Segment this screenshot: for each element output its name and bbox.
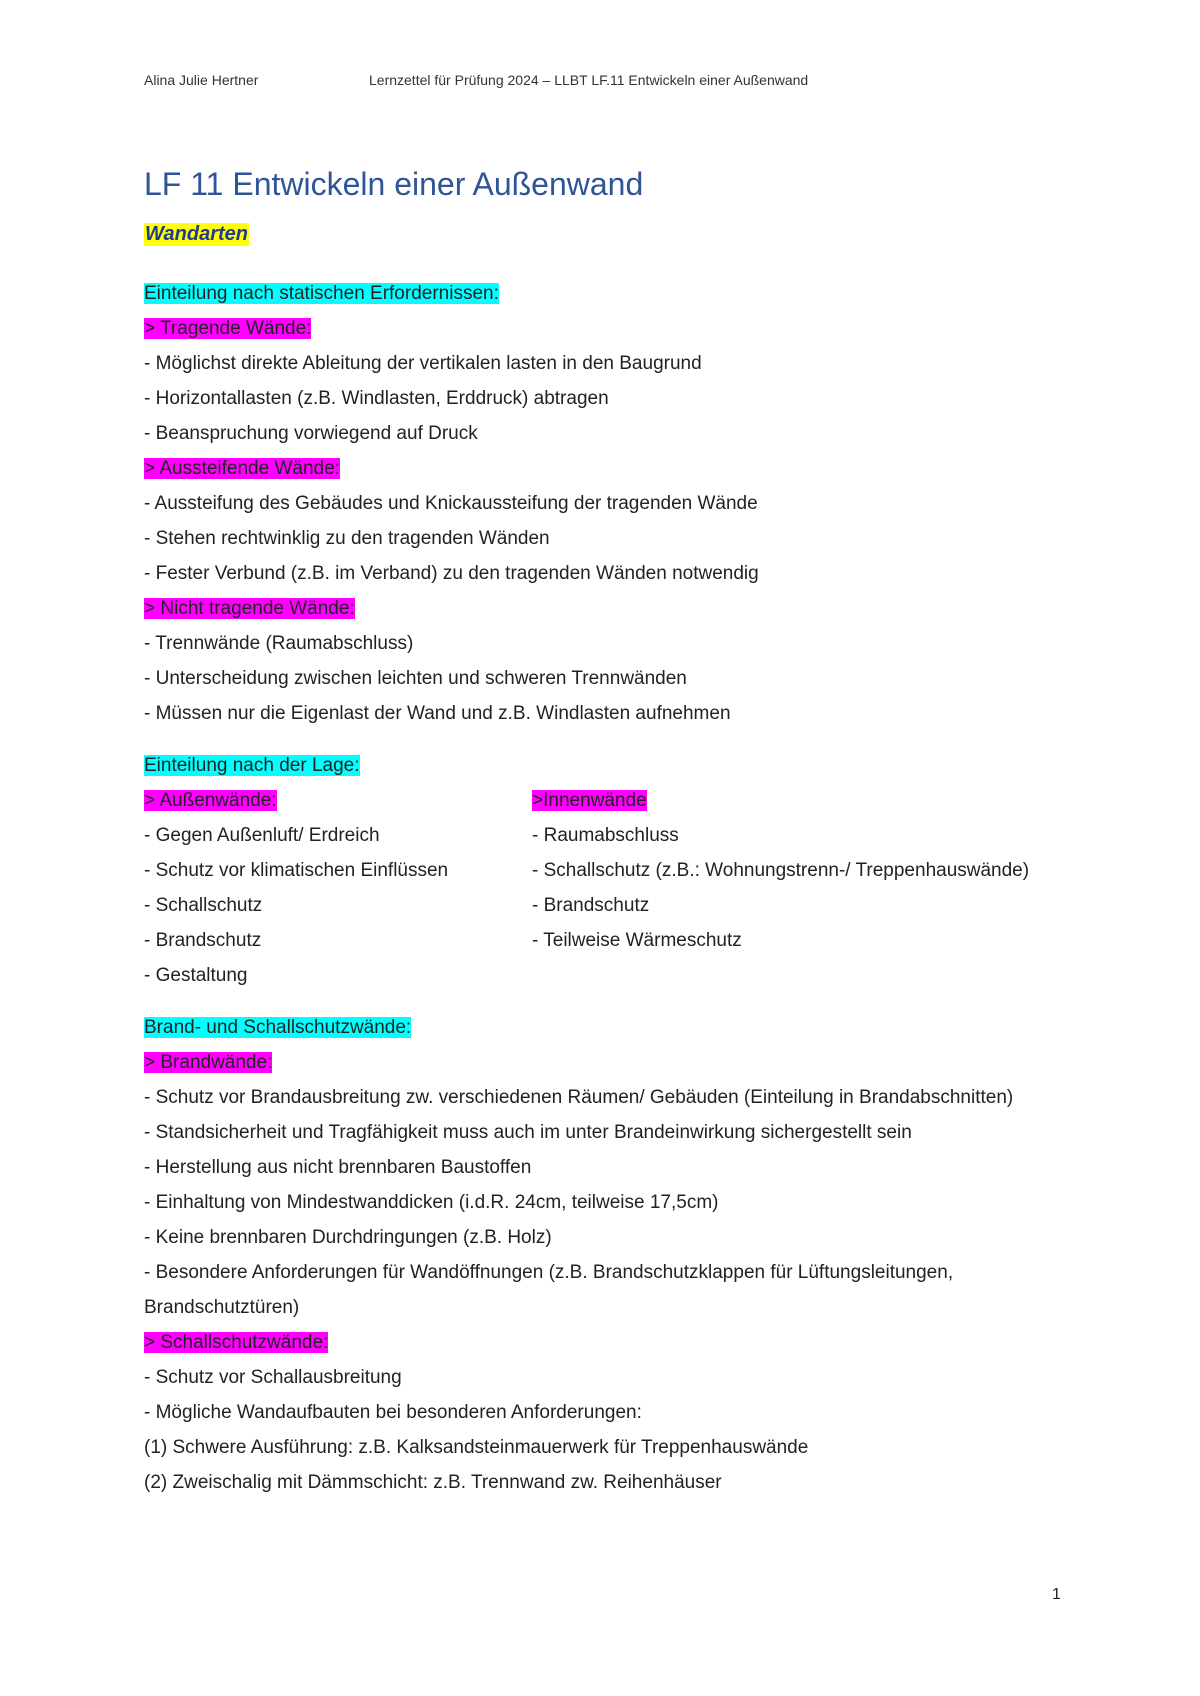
list-item: - Unterscheidung zwischen leichten und schweren Trennwänden [144, 668, 687, 689]
list-item: - Fester Verbund (z.B. im Verband) zu den tragenden Wänden notwendig [144, 563, 759, 584]
list-item: - Beanspruchung vorwiegend auf Druck [144, 423, 478, 444]
list-item: - Stehen rechtwinklig zu den tragenden Wänden [144, 528, 550, 549]
list-item: - Möglichst direkte Ableitung der vertikalen lasten in den Baugrund [144, 353, 702, 374]
aussenwaende-column [144, 783, 532, 993]
page-number: 1 [1052, 1586, 1061, 1603]
list-item: - Einhaltung von Mindestwanddicken (i.d.R. 24cm, teilweise 17,5cm) [144, 1192, 719, 1213]
list-item: - Standsicherheit und Tragfähigkeit muss auch im unter Brandeinwirkung sichergestellt sein [144, 1122, 912, 1143]
header-title: Lernzettel für Prüfung 2024 – LLBT LF.11 Entwickeln einer Außenwand [369, 72, 809, 88]
header-author: Alina Julie Hertner [144, 72, 259, 88]
section-lage [144, 748, 1074, 783]
lage-columns [144, 783, 1074, 993]
list-item: - Gestaltung [144, 965, 248, 986]
list-item: - Brandschutz [532, 895, 650, 916]
list-item: (1) Schwere Ausführung: z.B. Kalksandsteinmauerwerk für Treppenhauswände [144, 1437, 809, 1458]
subheading-tragende-waende: > Tragende Wände: [144, 318, 312, 339]
document-body [144, 276, 1074, 1500]
list-item: - Schallschutz [144, 895, 263, 916]
subheading-schallschutzwaende: > Schallschutzwände: [144, 1332, 329, 1353]
section-brand-schall [144, 1010, 1074, 1045]
list-item: - Aussteifung des Gebäudes und Knickaussteifung der tragenden Wände [144, 493, 758, 514]
list-item: (2) Zweischalig mit Dämmschicht: z.B. Trennwand zw. Reihenhäuser [144, 1472, 722, 1493]
list-item: - Raumabschluss [532, 825, 679, 846]
subheading-aussenwaende: > Außenwände: [144, 790, 277, 811]
list-item: - Teilweise Wärmeschutz [532, 930, 742, 951]
list-item: - Besondere Anforderungen für Wandöffnungen (z.B. Brandschutzklappen für Lüftungsleitungen, Brandschutztüren) [144, 1262, 954, 1318]
subheading-innenwaende: >Innenwände [532, 790, 647, 811]
list-item: - Schallschutz (z.B.: Wohnungstrenn-/ Treppenhauswände) [532, 860, 1030, 881]
innenwaende-column [532, 783, 1029, 993]
list-item: - Müssen nur die Eigenlast der Wand und z.B. Windlasten aufnehmen [144, 703, 731, 724]
list-item: - Brandschutz [144, 930, 262, 951]
list-item: - Schutz vor Schallausbreitung [144, 1367, 402, 1388]
section-heading: Einteilung nach der Lage: [144, 755, 360, 776]
subheading-aussteifende-waende: > Aussteifende Wände: [144, 458, 340, 479]
list-item: - Schutz vor klimatischen Einflüssen [144, 860, 449, 881]
list-item: - Herstellung aus nicht brennbaren Baustoffen [144, 1157, 532, 1178]
list-item: - Keine brennbaren Durchdringungen (z.B. Holz) [144, 1227, 552, 1248]
list-item: - Gegen Außenluft/ Erdreich [144, 825, 380, 846]
subheading-brandwaende: > Brandwände: [144, 1052, 273, 1073]
section-statisch [144, 276, 1074, 311]
page-title: LF 11 Entwickeln einer Außenwand [144, 166, 644, 202]
section-heading: Einteilung nach statischen Erfordernissen: [144, 283, 499, 304]
subheading-nicht-tragende-waende: > Nicht tragende Wände: [144, 598, 355, 619]
section-heading: Brand- und Schallschutzwände: [144, 1017, 412, 1038]
list-item: - Mögliche Wandaufbauten bei besonderen Anforderungen: [144, 1402, 642, 1423]
list-item: - Horizontallasten (z.B. Windlasten, Erddruck) abtragen [144, 388, 609, 409]
list-item: - Schutz vor Brandausbreitung zw. verschiedenen Räumen/ Gebäuden (Einteilung in Brandabschnitten) [144, 1087, 1014, 1108]
subtitle-wandarten: Wandarten [145, 223, 248, 245]
list-item: - Trennwände (Raumabschluss) [144, 633, 414, 654]
